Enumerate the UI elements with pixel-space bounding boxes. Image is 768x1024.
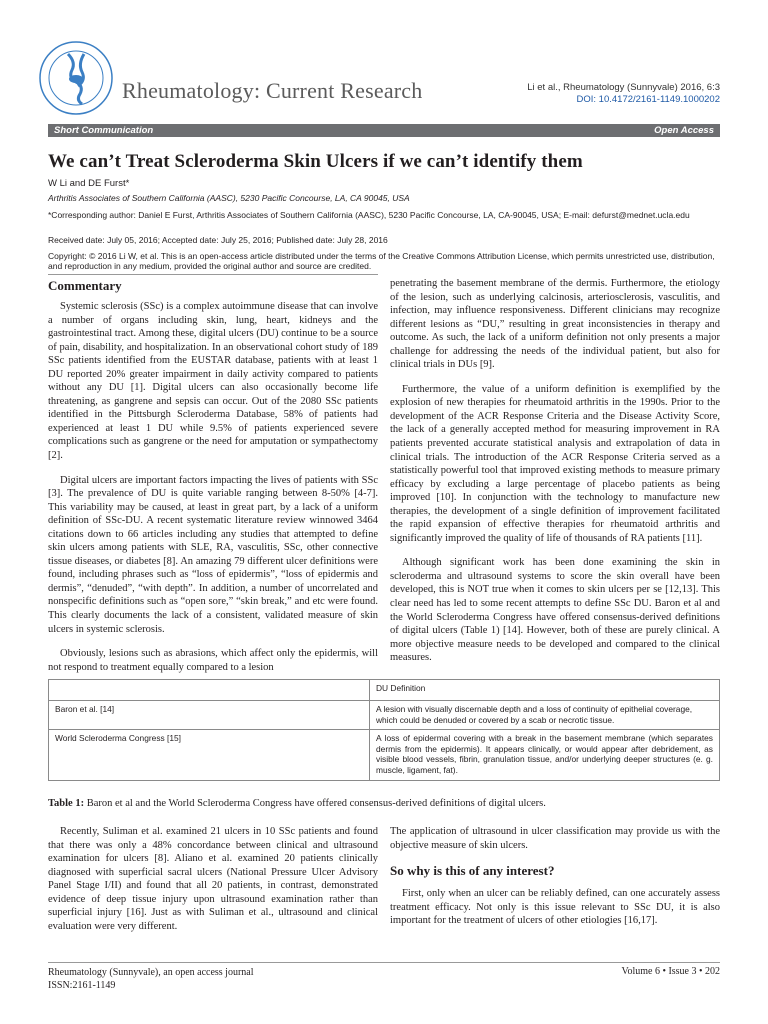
lower-right-column bbox=[390, 825, 720, 939]
paragraph: The application of ultrasound in ulcer classification may provide us with the objective measure of skin ulcers. bbox=[390, 826, 720, 851]
paragraph: Obviously, lesions such as abrasions, which affect only the epidermis, will not respond to treatment equally compared to a lesion bbox=[48, 648, 378, 673]
paragraph: Recently, Suliman et al. examined 21 ulcers in 10 SSc patients and found that there was only a 48% concordance between clinical and ultrasound examination for ulcers [8]. Aliano et al. examined 20 patients clinically diagnosed with superficial sacral ulcers (National Pressure Ulcer Advisory Panel Stage I/II) and found that all 20 patients, in contrast, demonstrated evidence of deep tissue injury upon ultrasound examination rather than superficial injury [16]. Just as with Suliman et al., ultrasound and clinical evaluation were very different. bbox=[48, 826, 378, 932]
paragraph: Although significant work has been done examining the skin in scleroderma and ultrasound systems to score the skin overall have been developed, this is NOT true when it comes to skin ulcers per se [12,13]. This clear need has led to some recent attempts to define SSc DU. Baron et al and the World Scleroderma Congress have offered consensus-derived definitions of digital ulcers (Table 1) [14]. However, both of these are purely clinical. A more objective measure needs to be developed and compared to the clinical measures. bbox=[390, 557, 720, 664]
paragraph: Furthermore, the value of a uniform definition is exemplified by the explosion of new therapies for rheumatoid arthritis in the 1990s. Prior to the development of the ACR Response Criteria and the Disease Activity Score, the lack of a generally accepted method for measuring improvement in RA patients prevented accurate statistical analysis and extrapolation of data in clinical trials. The introduction of the ACR Response Criteria served as a statistically powerful tool that improved existing methods to measure primary efficacy by excluding a large percentage of placebo patients as being improved [10]. In conjunction with the technology to manufacture new therapies, the development of a single definition of improvement facilitated the rapid expansion of effective therapies for rheumatoid arthritis and significantly improved the quality of life of thousands of RA patients [11]. bbox=[390, 383, 720, 544]
section-heading-commentary: Commentary bbox=[48, 278, 122, 293]
table-row bbox=[49, 701, 720, 730]
table-caption bbox=[48, 798, 546, 809]
copyright-notice: Copyright: © 2016 Li W, et al. This is an open-access article distributed under the terms of the Creative Commons Attribution License, which permits unrestricted use, distribution, and reproduction in any medium, provided the original author and source are credited. bbox=[48, 251, 715, 271]
article-type-banner bbox=[48, 124, 720, 137]
footer-journal: Rheumatology (Sunnyvale), an open access journal bbox=[48, 967, 254, 978]
paragraph: First, only when an ulcer can be reliably defined, can one accurately assess treatment efficacy. Not only is this issue relevant to SSc DU, it is also important for the treatment of ulcers of other etiologies [16,17]. bbox=[390, 888, 720, 927]
citation: Li et al., Rheumatology (Sunnyvale) 2016, 6:3 bbox=[527, 82, 720, 93]
section-heading-interest: So why is this of any interest? bbox=[390, 863, 555, 879]
table-cell: A loss of epidermal covering with a break in the basement membrane (which separates dermis from the epidermis). It appears clinically, or would appear after debridement, as visible blood vessels, fibrin, granulation tissue, and/or underlying deeper structures (e. g. muscle, ligament, fat). bbox=[370, 730, 720, 781]
definitions-table bbox=[48, 679, 720, 781]
footer-volume: Volume 6 • Issue 3 • 202 bbox=[621, 966, 720, 977]
affiliation: Arthritis Associates of Southern California (AASC), 5230 Pacific Concourse, LA, CA 90045, USA bbox=[48, 193, 410, 203]
footer-issn: ISSN:2161-1149 bbox=[48, 980, 116, 991]
table-header-row bbox=[49, 680, 720, 701]
paragraph: penetrating the basement membrane of the dermis. Furthermore, the etiology of the lesion, such as underlying calcinosis, arteriosclerosis, vasculitis, and infection, may influence responsiveness. Different clinicians may recognize different lesions as “DU,” resulting in great inconsistencies in therapy and outcome. As such, the lack of a uniform definition not only presents a major challenge for addressing the needs of the individual patient, but also for clinical trials in DUs [9]. bbox=[390, 278, 720, 371]
table-header-cell: DU Definition bbox=[370, 680, 720, 701]
journal-logo-icon bbox=[38, 40, 114, 116]
open-access-label: Open Access bbox=[654, 125, 714, 136]
corresponding-author: *Corresponding author: Daniel E Furst, Arthritis Associates of Southern California (AASC), 5230 Pacific Concourse, LA, CA-90045, USA; E-mail: defurst@mednet.ucla.edu bbox=[48, 210, 690, 220]
paragraph: Systemic sclerosis (SSc) is a complex autoimmune disease that can involve a number of organs including skin, lung, heart, kidneys and the gastrointestinal tract. Among these, digital ulcers (DU) continue to be a source of pain, disability, and hospitalization. In an observational cohort study of 189 SSc patients identified from the EUSTAR database, patients with at least 1 DU reported 20% greater impairment in daily activity compared to patients without any DU [1]. Digital ulcers can also occasionally become life threatening, as gangrene and sepsis can occur. Out of the 2080 SSc patients identified in the Pittsburgh Scleroderma Database, 58% of patients had experienced at least 1 DU while 9.5% of patients experienced severe complications such as gangrene or the need for amputation or sympathectomy [2]. bbox=[48, 301, 378, 462]
table-row bbox=[49, 730, 720, 781]
article-type-label: Short Communication bbox=[54, 125, 154, 136]
authors: W Li and DE Furst* bbox=[48, 178, 130, 189]
section-divider bbox=[48, 274, 378, 275]
article-dates: Received date: July 05, 2016; Accepted date: July 25, 2016; Published date: July 28, 2016 bbox=[48, 235, 388, 245]
doi-link[interactable]: DOI: 10.4172/2161-1149.1000202 bbox=[576, 94, 720, 105]
table-cell: World Scleroderma Congress [15] bbox=[49, 730, 370, 781]
journal-title: Rheumatology: Current Research bbox=[122, 78, 423, 103]
table-cell: A lesion with visually discernable depth and a loss of continuity of epithelial coverage, which could be denuded or covered by a scab or necrotic tissue. bbox=[370, 701, 720, 730]
table-cell: Baron et al. [14] bbox=[49, 701, 370, 730]
right-column bbox=[390, 277, 720, 676]
paragraph: Digital ulcers are important factors impacting the lives of patients with SSc [3]. The prevalence of DU is quite variable ranging between 8-50% [4-7]. This variability may be caused, at least in great part, by a lack of a uniform definition of SSc-DU. A recent systematic literature review winnowed 3464 citations down to 66 articles including any studies that attempted to define skin ulcers among patients with SLE, RA, vasculitis, SSc, other connective tissue diseases, or diabetes [8]. An amazing 79 different ulcer definitions were found, including phrases such as “loss of epidermis”, “loss of epidermis and dermis”, “denuded”, “with depth”. In addition, a number of uncorrelated and nonspecific definitions such as “open sore,” “skin break,” and etc were found. This clearly documents the lack of a consistent, validated measure of skin ulcers in systemic sclerosis. bbox=[48, 474, 378, 635]
table-caption-label: Table 1: bbox=[48, 798, 85, 809]
table-caption-text: Baron et al and the World Scleroderma Congress have offered consensus-derived definitions of digital ulcers. bbox=[86, 798, 546, 809]
citation-block bbox=[527, 82, 720, 106]
article-title: We can’t Treat Scleroderma Skin Ulcers if we can’t identify them bbox=[48, 151, 583, 172]
lower-left-column bbox=[48, 825, 378, 944]
table-header-cell bbox=[49, 680, 370, 701]
footer-journal-info bbox=[48, 966, 254, 992]
left-column bbox=[48, 278, 378, 685]
footer-divider bbox=[48, 962, 720, 963]
